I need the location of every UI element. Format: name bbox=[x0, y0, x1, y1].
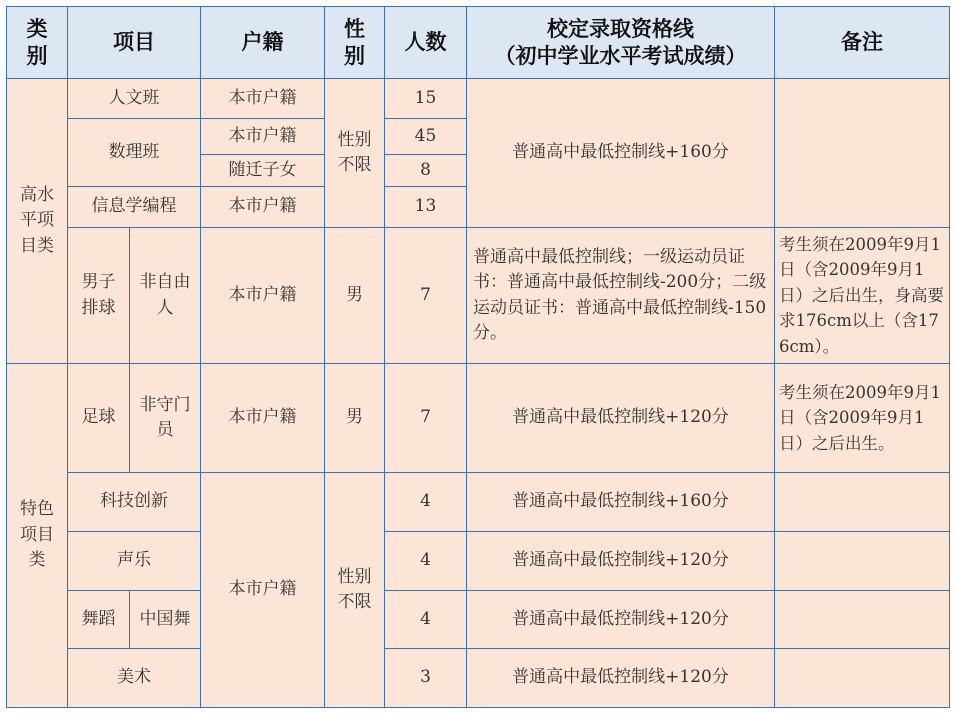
sub-football: 非守门员 bbox=[130, 364, 201, 473]
hukou-science-migrant: 随迁子女 bbox=[201, 155, 325, 187]
item-science: 数理班 bbox=[68, 119, 201, 187]
group-high-level: 高水平项目类 bbox=[7, 79, 68, 364]
hukou-info: 本市户籍 bbox=[201, 187, 325, 228]
count-volleyball: 7 bbox=[385, 228, 467, 364]
item-tech: 科技创新 bbox=[68, 473, 201, 532]
note-dance-empty bbox=[775, 591, 950, 649]
table-row bbox=[7, 364, 950, 473]
item-info: 信息学编程 bbox=[68, 187, 201, 228]
count-dance: 4 bbox=[385, 591, 467, 649]
header-score-line1: 校定录取资格线 bbox=[547, 17, 694, 42]
header-note: 备注 bbox=[775, 7, 950, 79]
note-tech-empty bbox=[775, 473, 950, 532]
count-science-local: 45 bbox=[385, 119, 467, 155]
count-science-migrant: 8 bbox=[385, 155, 467, 187]
hukou-volleyball: 本市户籍 bbox=[201, 228, 325, 364]
score-tech: 普通高中最低控制线+160分 bbox=[467, 473, 775, 532]
admission-table bbox=[6, 6, 950, 708]
header-hukou: 户籍 bbox=[201, 7, 325, 79]
hukou-humanities: 本市户籍 bbox=[201, 79, 325, 119]
note-art-empty bbox=[775, 649, 950, 708]
header-row bbox=[7, 7, 950, 79]
table-row bbox=[7, 79, 950, 119]
gender-high-level: 性别不限 bbox=[325, 79, 385, 228]
table-row bbox=[7, 228, 950, 364]
sub-volleyball: 非自由人 bbox=[130, 228, 201, 364]
hukou-special: 本市户籍 bbox=[201, 473, 325, 708]
item-humanities: 人文班 bbox=[68, 79, 201, 119]
score-football: 普通高中最低控制线+120分 bbox=[467, 364, 775, 473]
header-gender: 性别 bbox=[325, 7, 385, 79]
table-row bbox=[7, 649, 950, 708]
score-vocal: 普通高中最低控制线+120分 bbox=[467, 532, 775, 591]
header-count: 人数 bbox=[385, 7, 467, 79]
count-art: 3 bbox=[385, 649, 467, 708]
count-humanities: 15 bbox=[385, 79, 467, 119]
gender-special: 性别不限 bbox=[325, 473, 385, 708]
note-high-level-empty bbox=[775, 79, 950, 228]
sub-dance: 中国舞 bbox=[130, 591, 201, 649]
gender-football: 男 bbox=[325, 364, 385, 473]
item-volleyball: 男子排球 bbox=[68, 228, 130, 364]
item-vocal: 声乐 bbox=[68, 532, 201, 591]
header-category: 类别 bbox=[7, 7, 68, 79]
header-item: 项目 bbox=[68, 7, 201, 79]
header-score-line2: （初中学业水平考试成绩） bbox=[494, 43, 747, 68]
hukou-science-local: 本市户籍 bbox=[201, 119, 325, 155]
count-info: 13 bbox=[385, 187, 467, 228]
count-football: 7 bbox=[385, 364, 467, 473]
note-football: 考生须在2009年9月1日（含2009年9月1日）之后出生。 bbox=[775, 364, 950, 473]
gender-volleyball: 男 bbox=[325, 228, 385, 364]
table-row bbox=[7, 473, 950, 532]
table-row bbox=[7, 532, 950, 591]
item-dance: 舞蹈 bbox=[68, 591, 130, 649]
score-volleyball: 普通高中最低控制线；一级运动员证书：普通高中最低控制线-200分；二级运动员证书：普通高中最低控制线-150分。 bbox=[467, 228, 775, 364]
header-score bbox=[467, 7, 775, 79]
note-volleyball: 考生须在2009年9月1日（含2009年9月1日）之后出生，身高要求176cm以上（含176cm）。 bbox=[775, 228, 950, 364]
count-tech: 4 bbox=[385, 473, 467, 532]
table-row bbox=[7, 591, 950, 649]
score-high-level: 普通高中最低控制线+160分 bbox=[467, 79, 775, 228]
group-special: 特色项目类 bbox=[7, 364, 68, 708]
score-art: 普通高中最低控制线+120分 bbox=[467, 649, 775, 708]
score-dance: 普通高中最低控制线+120分 bbox=[467, 591, 775, 649]
item-football: 足球 bbox=[68, 364, 130, 473]
item-art: 美术 bbox=[68, 649, 201, 708]
hukou-football: 本市户籍 bbox=[201, 364, 325, 473]
count-vocal: 4 bbox=[385, 532, 467, 591]
note-vocal-empty bbox=[775, 532, 950, 591]
